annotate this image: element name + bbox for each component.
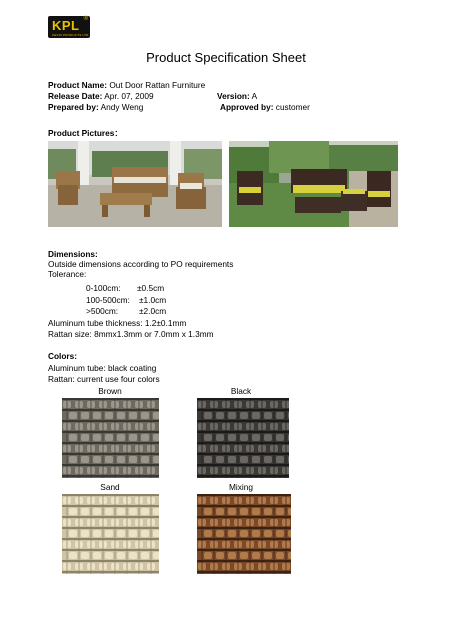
- rattan-swatch-brown: [62, 398, 159, 478]
- approved-by-value: customer: [273, 102, 310, 112]
- approved-by-row: [220, 102, 310, 112]
- product-pictures-heading: Product Pictures：: [48, 128, 123, 138]
- tolerance-label: Tolerance:: [48, 269, 87, 279]
- product-photo-dark-set: [229, 141, 398, 227]
- dimensions-outside: Outside dimensions according to PO requirements: [48, 259, 234, 269]
- colors-rattan: Rattan: current use four colors: [48, 374, 160, 384]
- swatch-label-brown: Brown: [98, 386, 122, 396]
- logo-text: KPL: [52, 18, 80, 33]
- swatch-label-black: Black: [230, 386, 252, 396]
- version-label: Version:: [217, 91, 250, 101]
- company-logo: [48, 16, 90, 38]
- page-title: Product Specification Sheet: [146, 50, 306, 65]
- product-photo-tan-set: [48, 141, 222, 227]
- dimensions-heading: Dimensions:: [48, 249, 98, 259]
- product-name-value: Out Door Rattan Furniture: [107, 80, 206, 90]
- colors-aluminum: Aluminum tube: black coating: [48, 363, 157, 373]
- tolerance-value-3: ±2.0cm: [139, 306, 167, 316]
- version-row: [217, 91, 257, 101]
- logo-tagline: KEVIN PRODUCTS LTD: [52, 33, 89, 37]
- release-date-label: Release Date:: [48, 91, 103, 101]
- aluminum-thickness: Aluminum tube thickness: 1.2±0.1mm: [48, 318, 187, 328]
- rattan-swatch-mixing: [197, 494, 291, 574]
- logo-registered-mark: ®: [83, 16, 88, 22]
- tolerance-range-1: 0-100cm:: [86, 283, 121, 293]
- swatch-label-sand: Sand: [100, 482, 120, 492]
- tolerance-value-2: ±1.0cm: [139, 295, 167, 305]
- release-date-value: Apr. 07, 2009: [102, 91, 154, 101]
- product-name-row: [48, 80, 205, 90]
- approved-by-label: Approved by:: [220, 102, 274, 112]
- rattan-swatch-sand: [62, 494, 159, 574]
- rattan-size: Rattan size: 8mmx1.3mm or 7.0mm x 1.3mm: [48, 329, 214, 339]
- tolerance-range-3: >500cm:: [86, 306, 119, 316]
- tolerance-value-1: ±0.5cm: [137, 283, 165, 293]
- product-name-label: Product Name:: [48, 80, 108, 90]
- prepared-by-label: Prepared by:: [48, 102, 99, 112]
- tolerance-range-2: 100-500cm:: [86, 295, 130, 305]
- colors-heading: Colors:: [48, 351, 78, 361]
- prepared-by-value: Andy Weng: [98, 102, 144, 112]
- version-value: A: [249, 91, 258, 101]
- swatch-label-mixing: Mixing: [229, 482, 253, 492]
- release-date-row: [48, 91, 154, 101]
- rattan-swatch-black: [197, 398, 289, 478]
- prepared-by-row: [48, 102, 143, 112]
